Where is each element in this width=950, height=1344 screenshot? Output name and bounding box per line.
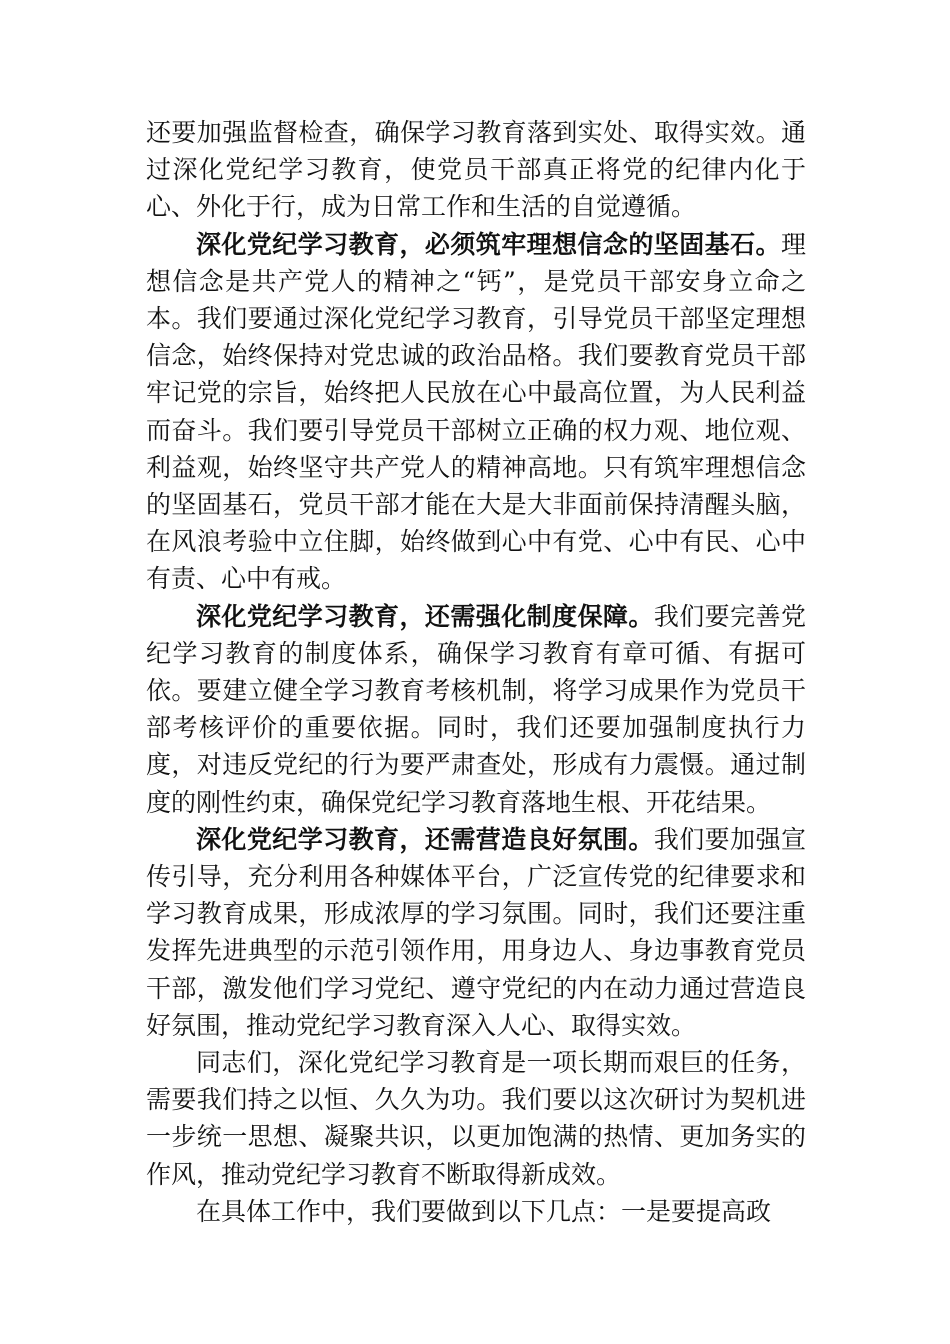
document-body	[146, 114, 806, 1230]
paragraph-text: 还要加强监督检查，确保学习教育落到实处、取得实效。通过深化党纪学习教育，使党员干部真正将党的纪律内化于心、外化于行，成为日常工作和生活的自觉遵循。	[146, 118, 806, 222]
paragraph-text: 同志们，深化党纪学习教育是一项长期而艰巨的任务，需要我们持之以恒、久久为功。我们要以这次研讨为契机进一步统一思想、凝聚共识，以更加饱满的热情、更加务实的作风，推动党纪学习教育不断取得新成效。	[146, 1048, 806, 1189]
paragraph-continuation	[146, 114, 806, 226]
paragraph-institutions	[146, 598, 806, 821]
paragraph-lead-heading: 深化党纪学习教育，必须筑牢理想信念的坚固基石。	[196, 229, 781, 259]
paragraph-text: 我们要完善党纪学习教育的制度体系，确保学习教育有章可循、有据可依。要建立健全学习教育考核机制，将学习成果作为党员干部考核评价的重要依据。同时，我们还要加强制度执行力度，对违反党纪的行为要严肃查处，形成有力震慑。通过制度的刚性约束，确保党纪学习教育落地生根、开花结果。	[146, 601, 806, 817]
paragraph-atmosphere	[146, 821, 806, 1044]
paragraph-text: 理想信念是共产党人的精神之“钙”，是党员干部安身立命之本。我们要通过深化党纪学习教育，引导党员干部坚定理想信念，始终保持对党忠诚的政治品格。我们要教育党员干部牢记党的宗旨，始终把人民放在心中最高位置，为人民利益而奋斗。我们要引导党员干部树立正确的权力观、地位观、利益观，始终坚守共产党人的精神高地。只有筑牢理想信念的坚固基石，党员干部才能在大是大非面前保持清醒头脑，在风浪考验中立住脚，始终做到心中有党、心中有民、心中有责、心中有戒。	[146, 229, 806, 594]
paragraph-comrades	[146, 1044, 806, 1193]
paragraph-lead-heading: 深化党纪学习教育，还需营造良好氛围。	[196, 824, 654, 854]
paragraph-ideals	[146, 226, 806, 598]
paragraph-specific-work	[146, 1193, 806, 1230]
paragraph-text: 在具体工作中，我们要做到以下几点：一是要提高政	[196, 1196, 772, 1226]
paragraph-text: 我们要加强宣传引导，充分利用各种媒体平台，广泛宣传党的纪律要求和学习教育成果，形成浓厚的学习氛围。同时，我们还要注重发挥先进典型的示范引领作用，用身边人、身边事教育党员干部，激发他们学习党纪、遵守党纪的内在动力通过营造良好氛围，推动党纪学习教育深入人心、取得实效。	[146, 824, 806, 1040]
paragraph-lead-heading: 深化党纪学习教育，还需强化制度保障。	[196, 601, 654, 631]
